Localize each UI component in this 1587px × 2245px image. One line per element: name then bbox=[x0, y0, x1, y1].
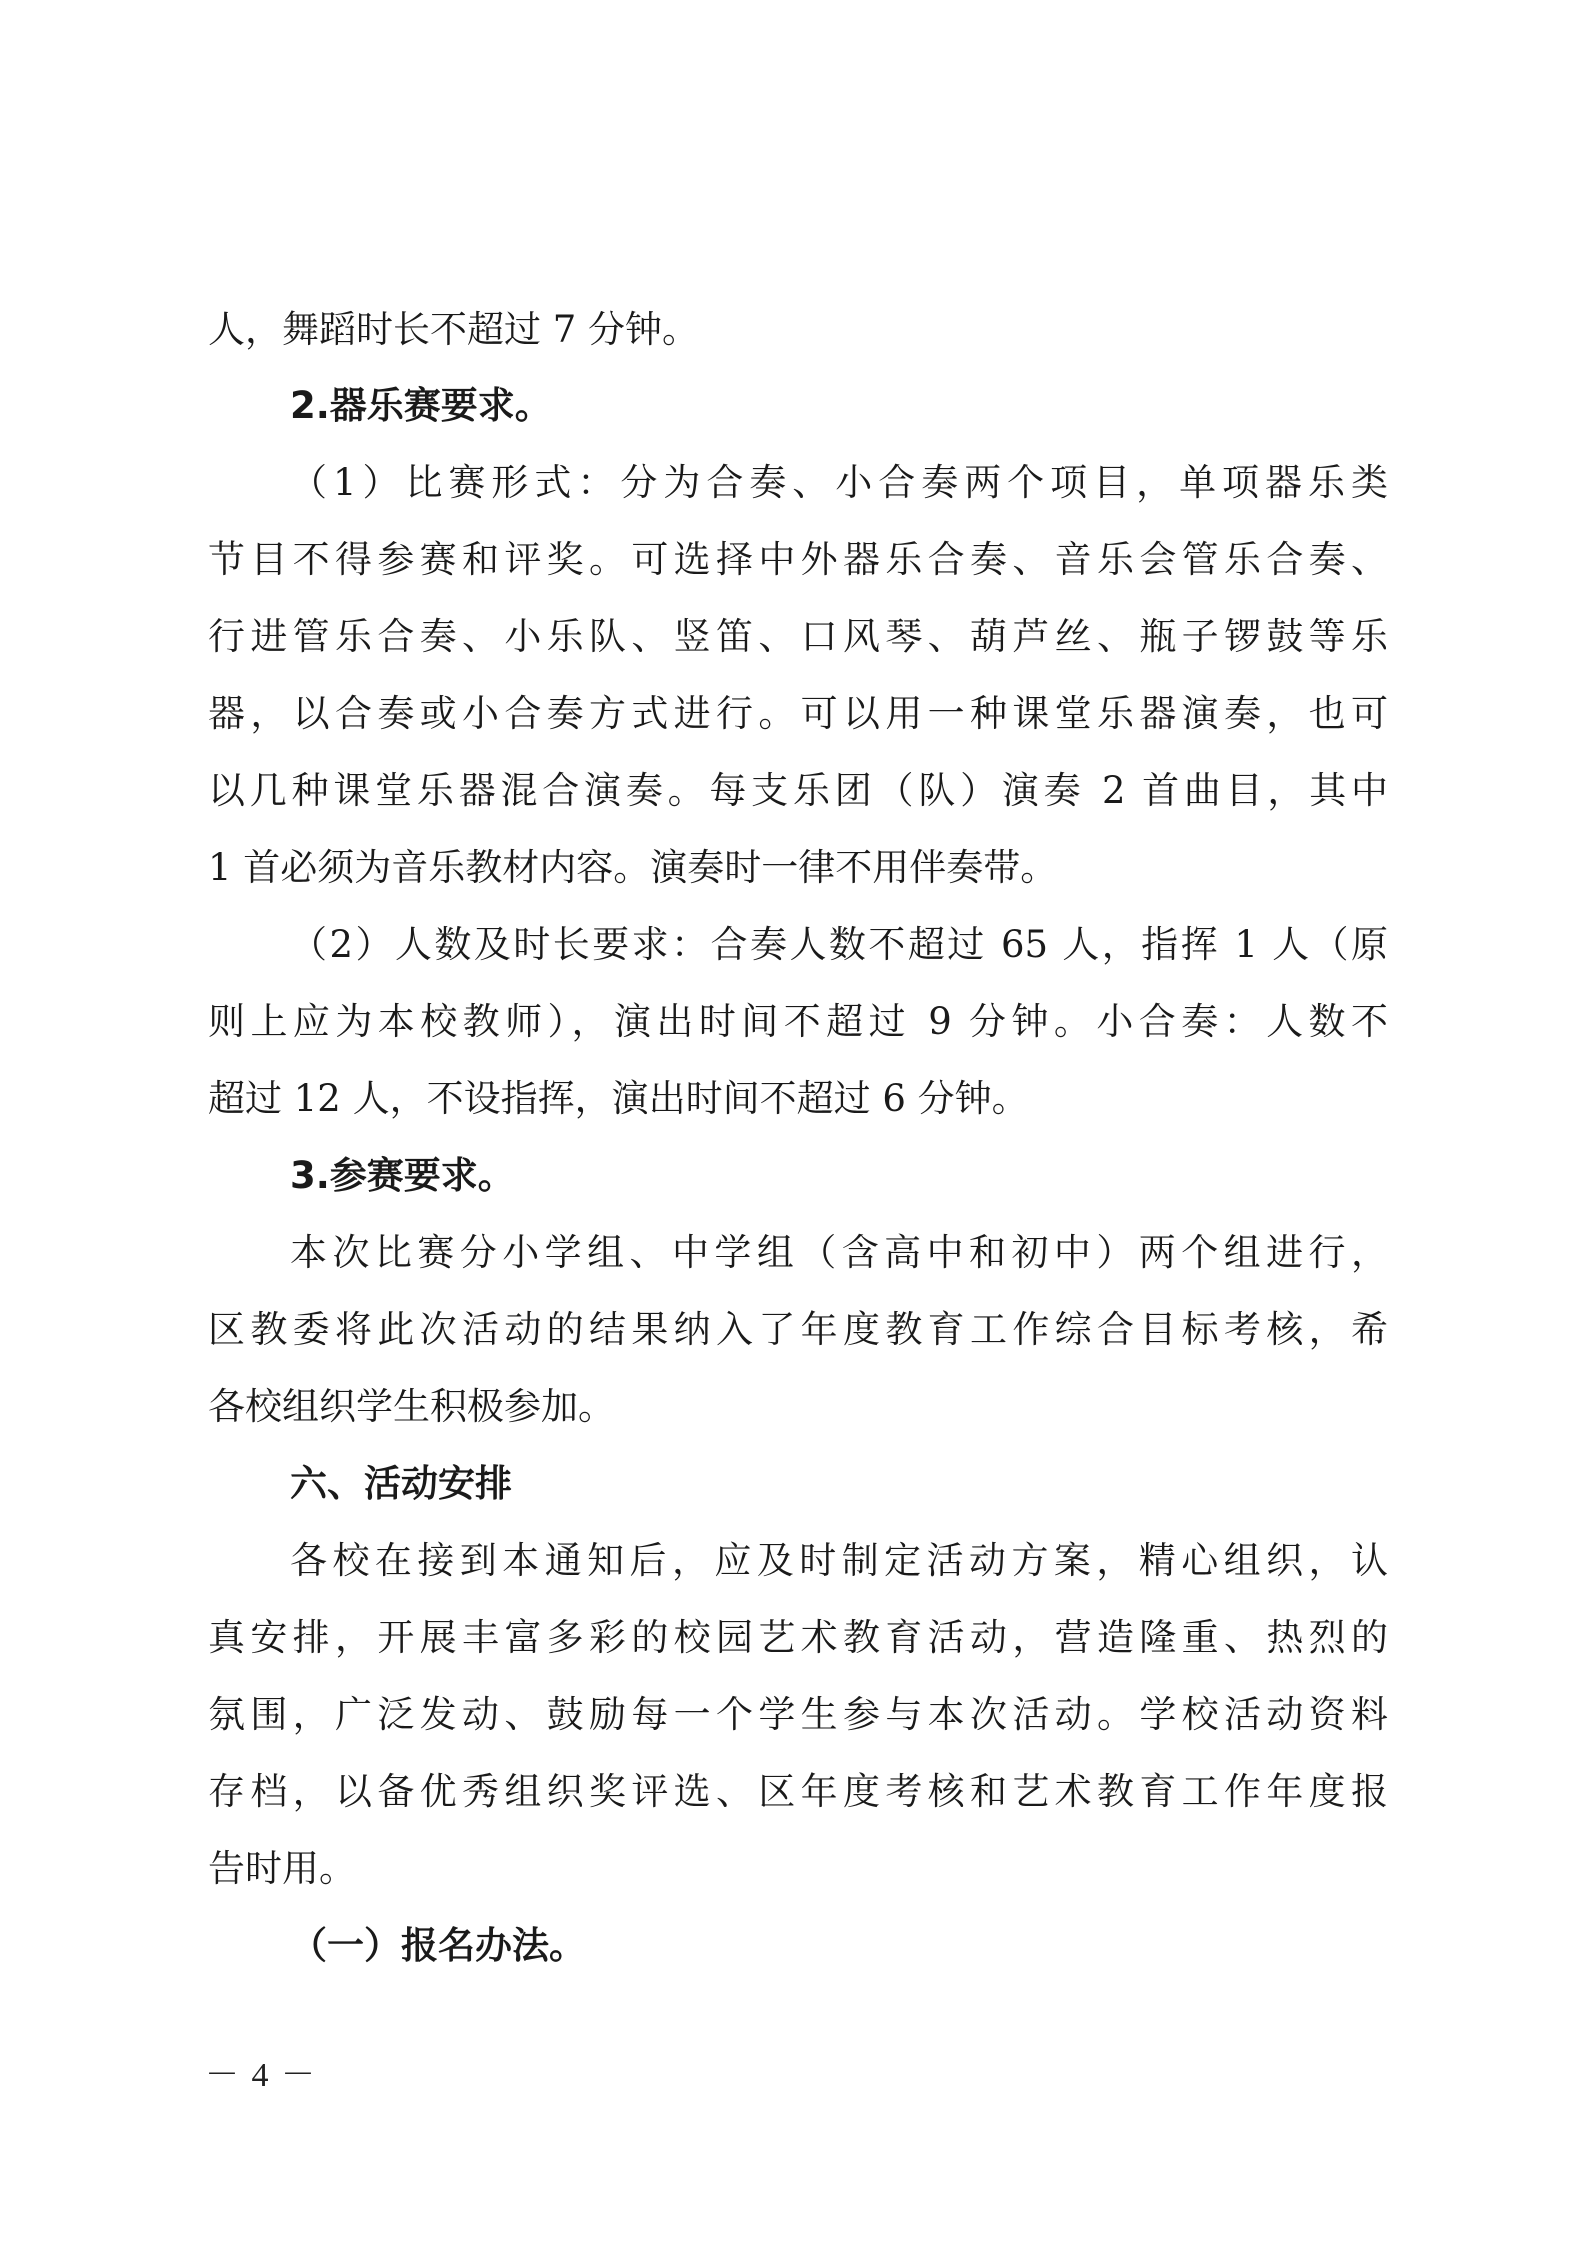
subheading-registration: （一）报名办法。 bbox=[290, 1924, 586, 1967]
paragraph-line: 各校组织学生积极参加。 bbox=[208, 1385, 615, 1428]
paragraph-line: 存档，以备优秀组织奖评选、区年度考核和艺术教育工作年度报 bbox=[208, 1770, 1388, 1813]
paragraph-line: 行进管乐合奏、小乐队、竖笛、口风琴、葫芦丝、瓶子锣鼓等乐 bbox=[208, 615, 1388, 658]
paragraph-line: 告时用。 bbox=[208, 1847, 356, 1890]
paragraph-line: 氛围，广泛发动、鼓励每一个学生参与本次活动。学校活动资料 bbox=[208, 1693, 1388, 1736]
paragraph-line: 各校在接到本通知后，应及时制定活动方案，精心组织，认 bbox=[290, 1539, 1388, 1582]
paragraph-line: 以几种课堂乐器混合演奏。每支乐团（队）演奏 2 首曲目，其中 bbox=[208, 769, 1388, 812]
page-number: － 4 － bbox=[205, 2057, 317, 2094]
paragraph-line: 器，以合奏或小合奏方式进行。可以用一种课堂乐器演奏，也可 bbox=[208, 692, 1388, 735]
paragraph-line: 1 首必须为音乐教材内容。演奏时一律不用伴奏带。 bbox=[208, 846, 1058, 889]
paragraph-line: 则上应为本校教师），演出时间不超过 9 分钟。小合奏：人数不 bbox=[208, 1000, 1388, 1043]
paragraph-line: 人，舞蹈时长不超过 7 分钟。 bbox=[208, 308, 700, 351]
paragraph-line: 超过 12 人，不设指挥，演出时间不超过 6 分钟。 bbox=[208, 1077, 1029, 1120]
paragraph-line: 真安排，开展丰富多彩的校园艺术教育活动，营造隆重、热烈的 bbox=[208, 1616, 1388, 1659]
paragraph-line: 区教委将此次活动的结果纳入了年度教育工作综合目标考核，希 bbox=[208, 1308, 1388, 1351]
subheading-participation: 3.参赛要求。 bbox=[290, 1154, 515, 1197]
section-heading-activity: 六、活动安排 bbox=[290, 1462, 512, 1505]
paragraph-line: （1）比赛形式：分为合奏、小合奏两个项目，单项器乐类 bbox=[290, 461, 1388, 504]
paragraph-line: 节目不得参赛和评奖。可选择中外器乐合奏、音乐会管乐合奏、 bbox=[208, 538, 1388, 581]
paragraph-line: 本次比赛分小学组、中学组（含高中和初中）两个组进行， bbox=[290, 1231, 1388, 1274]
subheading-instrumental: 2.器乐赛要求。 bbox=[290, 384, 552, 427]
paragraph-line: （2）人数及时长要求：合奏人数不超过 65 人，指挥 1 人（原 bbox=[290, 923, 1388, 966]
